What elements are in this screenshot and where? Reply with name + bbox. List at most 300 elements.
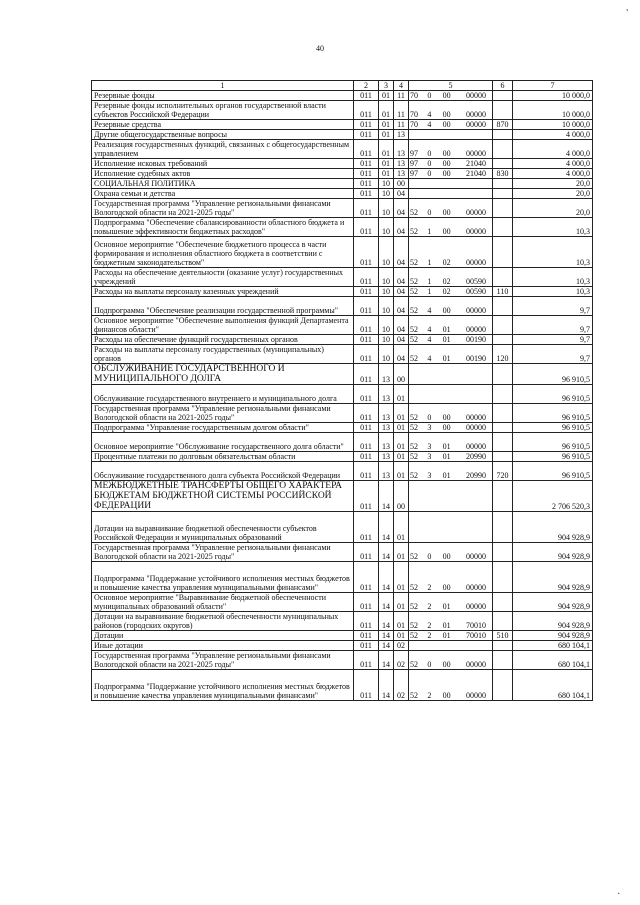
target-code-p1: 52	[410, 227, 418, 236]
target-code-parts	[409, 149, 492, 158]
target-code-p1: 52	[410, 208, 418, 217]
header-cell: 1	[92, 81, 354, 91]
target-code-p4: 00190	[465, 354, 486, 363]
code-section: 10	[379, 189, 394, 199]
row-name: Государственная программа "Управление региональными финансами Вологодской области на 2021-2025 годы"	[92, 543, 354, 562]
target-code-p1: 97	[410, 149, 418, 158]
code-expense-type	[493, 237, 513, 268]
code-section: 10	[379, 237, 394, 268]
code-target	[409, 130, 493, 140]
code-subsection: 01	[394, 631, 409, 641]
amount: 96 910,5	[513, 433, 593, 452]
code-admin: 011	[354, 130, 379, 140]
table-row	[92, 120, 593, 130]
code-expense-type	[493, 140, 513, 159]
code-target	[409, 345, 493, 364]
table-row	[92, 169, 593, 179]
target-code-p4: 00000	[465, 227, 486, 236]
code-section: 01	[379, 91, 394, 101]
target-code-p1: 97	[410, 159, 418, 168]
target-code-p4: 00590	[465, 277, 486, 286]
table-row	[92, 335, 593, 345]
target-code-p1: 52	[410, 287, 418, 296]
amount: 20,0	[513, 189, 593, 199]
table-row	[92, 218, 593, 237]
code-expense-type	[493, 612, 513, 631]
code-target	[409, 237, 493, 268]
code-admin: 011	[354, 385, 379, 404]
target-code-p2: 3	[427, 442, 432, 451]
code-section: 14	[379, 641, 394, 651]
target-code-parts	[409, 110, 492, 119]
code-section: 13	[379, 462, 394, 481]
code-section: 13	[379, 423, 394, 433]
table-row	[92, 404, 593, 423]
code-section: 10	[379, 316, 394, 335]
amount: 4 000,0	[513, 140, 593, 159]
amount: 9,7	[513, 316, 593, 335]
code-admin: 011	[354, 543, 379, 562]
code-expense-type	[493, 670, 513, 701]
target-code-p2: 2	[427, 621, 432, 630]
code-subsection: 02	[394, 670, 409, 701]
target-code-p1: 52	[410, 354, 418, 363]
code-section: 13	[379, 385, 394, 404]
code-admin: 011	[354, 101, 379, 120]
code-expense-type	[493, 218, 513, 237]
target-code-p4: 00000	[465, 423, 486, 432]
header-cell: 4	[394, 81, 409, 91]
header-cell: 3	[379, 81, 394, 91]
code-subsection: 04	[394, 189, 409, 199]
target-code-p2: 2	[427, 691, 432, 700]
row-name: Исполнение судебных актов	[92, 169, 354, 179]
target-code-p3: 00	[442, 91, 451, 100]
target-code-p1: 52	[410, 306, 418, 315]
target-code-p4: 00190	[465, 335, 486, 344]
code-admin: 011	[354, 335, 379, 345]
table-body	[92, 91, 593, 701]
target-code-p2: 0	[427, 660, 432, 669]
code-target	[409, 335, 493, 345]
amount: 4 000,0	[513, 169, 593, 179]
code-target	[409, 385, 493, 404]
amount: 96 910,5	[513, 364, 593, 385]
code-section: 10	[379, 345, 394, 364]
target-code-p3: 00	[442, 583, 451, 592]
target-code-p2: 1	[427, 227, 432, 236]
target-code-p3: 02	[442, 258, 451, 267]
code-section: 10	[379, 287, 394, 297]
amount: 4 000,0	[513, 159, 593, 169]
code-section: 10	[379, 218, 394, 237]
code-expense-type	[493, 481, 513, 512]
header-cell: 5	[409, 81, 493, 91]
target-code-p4: 00000	[465, 91, 486, 100]
code-admin: 011	[354, 199, 379, 218]
row-name: Основное мероприятие "Обеспечение выполнения функций Департамента финансов области"	[92, 316, 354, 335]
row-name: Основное мероприятие "Обеспечение бюджетного процесса в части формирования и исполнения областного бюджета в соответствии с бюджетным законодательством"	[92, 237, 354, 268]
corner-mark: '	[626, 8, 628, 19]
code-expense-type	[493, 562, 513, 593]
code-admin: 011	[354, 462, 379, 481]
target-code-p2: 0	[427, 208, 432, 217]
code-admin: 011	[354, 651, 379, 670]
amount: 904 928,9	[513, 631, 593, 641]
target-code-p1: 52	[410, 552, 418, 561]
code-expense-type	[493, 452, 513, 462]
target-code-p4: 00000	[465, 258, 486, 267]
target-code-p4: 00590	[465, 287, 486, 296]
table-row	[92, 612, 593, 631]
target-code-p4: 70010	[465, 621, 486, 630]
target-code-p3: 00	[442, 413, 451, 422]
code-target	[409, 140, 493, 159]
table-row	[92, 130, 593, 140]
code-expense-type: 510	[493, 631, 513, 641]
code-target	[409, 364, 493, 385]
target-code-parts	[409, 208, 492, 217]
target-code-parts	[409, 287, 492, 296]
target-code-p3: 00	[442, 691, 451, 700]
code-admin: 011	[354, 268, 379, 287]
code-target	[409, 512, 493, 543]
table-row	[92, 512, 593, 543]
header-cell: 6	[493, 81, 513, 91]
table-row	[92, 345, 593, 364]
target-code-parts	[409, 583, 492, 592]
code-target	[409, 179, 493, 189]
row-name: Дотации	[92, 631, 354, 641]
code-section: 13	[379, 364, 394, 385]
code-target	[409, 433, 493, 452]
row-name: Охрана семьи и детства	[92, 189, 354, 199]
code-admin: 011	[354, 237, 379, 268]
table-row	[92, 287, 593, 297]
target-code-p4: 21040	[465, 159, 486, 168]
row-name: Другие общегосударственные вопросы	[92, 130, 354, 140]
bottom-mark: .	[617, 886, 620, 897]
code-section: 01	[379, 140, 394, 159]
target-code-p4: 00000	[465, 120, 486, 129]
code-expense-type	[493, 404, 513, 423]
budget-table	[91, 80, 593, 701]
code-expense-type	[493, 268, 513, 287]
code-target	[409, 462, 493, 481]
code-expense-type	[493, 159, 513, 169]
table-row	[92, 316, 593, 335]
target-code-p2: 0	[427, 169, 432, 178]
target-code-parts	[409, 91, 492, 100]
target-code-parts	[409, 423, 492, 432]
target-code-parts	[409, 691, 492, 700]
code-section: 14	[379, 593, 394, 612]
code-section: 01	[379, 120, 394, 130]
target-code-p2: 4	[427, 306, 432, 315]
code-section: 13	[379, 433, 394, 452]
code-admin: 011	[354, 364, 379, 385]
target-code-p2: 0	[427, 552, 432, 561]
code-subsection: 04	[394, 335, 409, 345]
code-admin: 011	[354, 159, 379, 169]
table-row	[92, 91, 593, 101]
code-section: 14	[379, 651, 394, 670]
target-code-p2: 4	[427, 335, 432, 344]
target-code-p2: 2	[427, 583, 432, 592]
target-code-p2: 4	[427, 325, 432, 334]
target-code-parts	[409, 306, 492, 315]
target-code-p3: 00	[442, 120, 451, 129]
code-target	[409, 91, 493, 101]
target-code-p1: 70	[410, 110, 418, 119]
table-row	[92, 543, 593, 562]
code-section: 13	[379, 452, 394, 462]
code-admin: 011	[354, 189, 379, 199]
target-code-p4: 70010	[465, 631, 486, 640]
table-row	[92, 364, 593, 385]
target-code-p1: 52	[410, 452, 418, 461]
target-code-p3: 00	[442, 306, 451, 315]
table-row	[92, 562, 593, 593]
code-admin: 011	[354, 218, 379, 237]
code-subsection: 01	[394, 404, 409, 423]
amount: 904 928,9	[513, 562, 593, 593]
code-target	[409, 452, 493, 462]
target-code-parts	[409, 325, 492, 334]
code-section: 14	[379, 612, 394, 631]
target-code-parts	[409, 258, 492, 267]
table-row	[92, 268, 593, 287]
target-code-p2: 3	[427, 452, 432, 461]
table-row	[92, 462, 593, 481]
code-subsection: 13	[394, 130, 409, 140]
row-name: Подпрограмма "Обеспечение сбалансированности областного бюджета и повышение эффективности бюджетных расходов"	[92, 218, 354, 237]
target-code-p1: 52	[410, 471, 418, 480]
code-target	[409, 543, 493, 562]
code-subsection: 00	[394, 481, 409, 512]
table-row	[92, 481, 593, 512]
code-subsection: 02	[394, 641, 409, 651]
code-target	[409, 641, 493, 651]
code-subsection: 01	[394, 612, 409, 631]
table-row	[92, 101, 593, 120]
target-code-parts	[409, 552, 492, 561]
code-target	[409, 651, 493, 670]
target-code-p2: 0	[427, 91, 432, 100]
table-row	[92, 423, 593, 433]
target-code-p3: 00	[442, 423, 451, 432]
code-section: 14	[379, 562, 394, 593]
row-name: Резервные средства	[92, 120, 354, 130]
code-admin: 011	[354, 140, 379, 159]
target-code-p4: 20990	[465, 452, 486, 461]
amount: 96 910,5	[513, 452, 593, 462]
amount: 904 928,9	[513, 543, 593, 562]
amount: 680 104,1	[513, 641, 593, 651]
code-target	[409, 199, 493, 218]
target-code-p3: 00	[442, 159, 451, 168]
table-row	[92, 189, 593, 199]
target-code-p2: 4	[427, 120, 432, 129]
code-admin: 011	[354, 287, 379, 297]
row-name: Расходы на обеспечение функций государственных органов	[92, 335, 354, 345]
code-target	[409, 404, 493, 423]
target-code-p2: 4	[427, 354, 432, 363]
target-code-p4: 00000	[465, 110, 486, 119]
target-code-p2: 2	[427, 602, 432, 611]
target-code-p4: 00000	[465, 552, 486, 561]
code-subsection: 01	[394, 593, 409, 612]
target-code-parts	[409, 120, 492, 129]
code-admin: 011	[354, 169, 379, 179]
target-code-parts	[409, 413, 492, 422]
code-section: 10	[379, 335, 394, 345]
row-name: Подпрограмма "Управление государственным долгом области"	[92, 423, 354, 433]
code-subsection: 04	[394, 287, 409, 297]
row-name: Дотации на выравнивание бюджетной обеспеченности субъектов Российской Федерации и муниципальных образований	[92, 512, 354, 543]
row-name: Основное мероприятие "Обслуживание государственного долга области"	[92, 433, 354, 452]
code-target	[409, 562, 493, 593]
table-row	[92, 670, 593, 701]
amount: 20,0	[513, 199, 593, 218]
target-code-p2: 3	[427, 471, 432, 480]
code-target	[409, 670, 493, 701]
target-code-p1: 52	[410, 423, 418, 432]
table-row	[92, 641, 593, 651]
code-admin: 011	[354, 91, 379, 101]
code-section: 10	[379, 179, 394, 189]
target-code-p3: 00	[442, 227, 451, 236]
target-code-p4: 00000	[465, 442, 486, 451]
code-target	[409, 612, 493, 631]
page-number: 40	[316, 44, 324, 53]
code-admin: 011	[354, 179, 379, 189]
target-code-p3: 01	[442, 354, 451, 363]
table-row	[92, 433, 593, 452]
amount: 680 104,1	[513, 670, 593, 701]
code-admin: 011	[354, 641, 379, 651]
code-section: 01	[379, 101, 394, 120]
code-subsection: 00	[394, 364, 409, 385]
target-code-p3: 00	[442, 149, 451, 158]
row-name: Резервные фонды	[92, 91, 354, 101]
row-name: Реализация государственных функций, связанных с общегосударственным управлением	[92, 140, 354, 159]
target-code-p3: 01	[442, 621, 451, 630]
code-target	[409, 189, 493, 199]
row-name: ОБСЛУЖИВАНИЕ ГОСУДАРСТВЕННОГО И МУНИЦИПАЛЬНОГО ДОЛГА	[92, 364, 354, 385]
row-name: Государственная программа "Управление региональными финансами Вологодской области на 2021-2025 годы"	[92, 651, 354, 670]
code-subsection: 13	[394, 140, 409, 159]
amount: 9,7	[513, 345, 593, 364]
code-admin: 011	[354, 404, 379, 423]
code-subsection: 11	[394, 101, 409, 120]
code-subsection: 04	[394, 268, 409, 287]
amount: 4 000,0	[513, 130, 593, 140]
row-name: Государственная программа "Управление региональными финансами Вологодской области на 2021-2025 годы"	[92, 404, 354, 423]
row-name: Подпрограмма "Обеспечение реализации государственной программы"	[92, 297, 354, 316]
amount: 10 000,0	[513, 101, 593, 120]
target-code-p1: 52	[410, 277, 418, 286]
target-code-p3: 01	[442, 631, 451, 640]
code-target	[409, 268, 493, 287]
target-code-parts	[409, 442, 492, 451]
target-code-p1: 52	[410, 691, 418, 700]
code-expense-type	[493, 189, 513, 199]
amount: 10 000,0	[513, 120, 593, 130]
row-name: Подпрограмма "Поддержание устойчивого исполнения местных бюджетов и повышение качества управления муниципальными финансами"	[92, 670, 354, 701]
code-expense-type	[493, 651, 513, 670]
code-admin: 011	[354, 481, 379, 512]
code-section: 01	[379, 169, 394, 179]
row-name: Расходы на выплаты персоналу государственных (муниципальных) органов	[92, 345, 354, 364]
target-code-p1: 97	[410, 169, 418, 178]
target-code-p1: 52	[410, 621, 418, 630]
code-subsection: 04	[394, 297, 409, 316]
target-code-p1: 52	[410, 413, 418, 422]
table-row	[92, 199, 593, 218]
code-section: 14	[379, 512, 394, 543]
code-section: 13	[379, 404, 394, 423]
code-target	[409, 481, 493, 512]
target-code-p1: 52	[410, 660, 418, 669]
table-row	[92, 237, 593, 268]
target-code-p4: 20990	[465, 471, 486, 480]
code-section: 10	[379, 268, 394, 287]
target-code-p3: 01	[442, 452, 451, 461]
code-section: 14	[379, 631, 394, 641]
code-expense-type	[493, 423, 513, 433]
code-expense-type	[493, 364, 513, 385]
code-expense-type	[493, 335, 513, 345]
amount: 96 910,5	[513, 385, 593, 404]
target-code-p1: 52	[410, 258, 418, 267]
code-target	[409, 101, 493, 120]
target-code-p4: 00000	[465, 325, 486, 334]
target-code-parts	[409, 621, 492, 630]
code-target	[409, 631, 493, 641]
code-section: 14	[379, 543, 394, 562]
code-subsection: 13	[394, 159, 409, 169]
amount: 96 910,5	[513, 404, 593, 423]
target-code-p3: 01	[442, 602, 451, 611]
code-section: 14	[379, 670, 394, 701]
amount: 680 104,1	[513, 651, 593, 670]
header-row	[92, 81, 593, 91]
code-expense-type	[493, 130, 513, 140]
code-subsection: 01	[394, 543, 409, 562]
amount: 9,7	[513, 335, 593, 345]
code-target	[409, 593, 493, 612]
code-expense-type	[493, 512, 513, 543]
amount: 20,0	[513, 179, 593, 189]
row-name: СОЦИАЛЬНАЯ ПОЛИТИКА	[92, 179, 354, 189]
target-code-p1: 52	[410, 325, 418, 334]
table-row	[92, 179, 593, 189]
amount: 10,3	[513, 287, 593, 297]
code-subsection: 04	[394, 199, 409, 218]
code-expense-type	[493, 297, 513, 316]
target-code-p1: 52	[410, 583, 418, 592]
amount: 10,3	[513, 268, 593, 287]
code-subsection: 11	[394, 120, 409, 130]
code-admin: 011	[354, 670, 379, 701]
target-code-p2: 3	[427, 423, 432, 432]
row-name: Обслуживание государственного внутреннего и муниципального долга	[92, 385, 354, 404]
row-name: Государственная программа "Управление региональными финансами Вологодской области на 2021-2025 годы"	[92, 199, 354, 218]
code-subsection: 13	[394, 169, 409, 179]
code-admin: 011	[354, 345, 379, 364]
code-section: 01	[379, 159, 394, 169]
